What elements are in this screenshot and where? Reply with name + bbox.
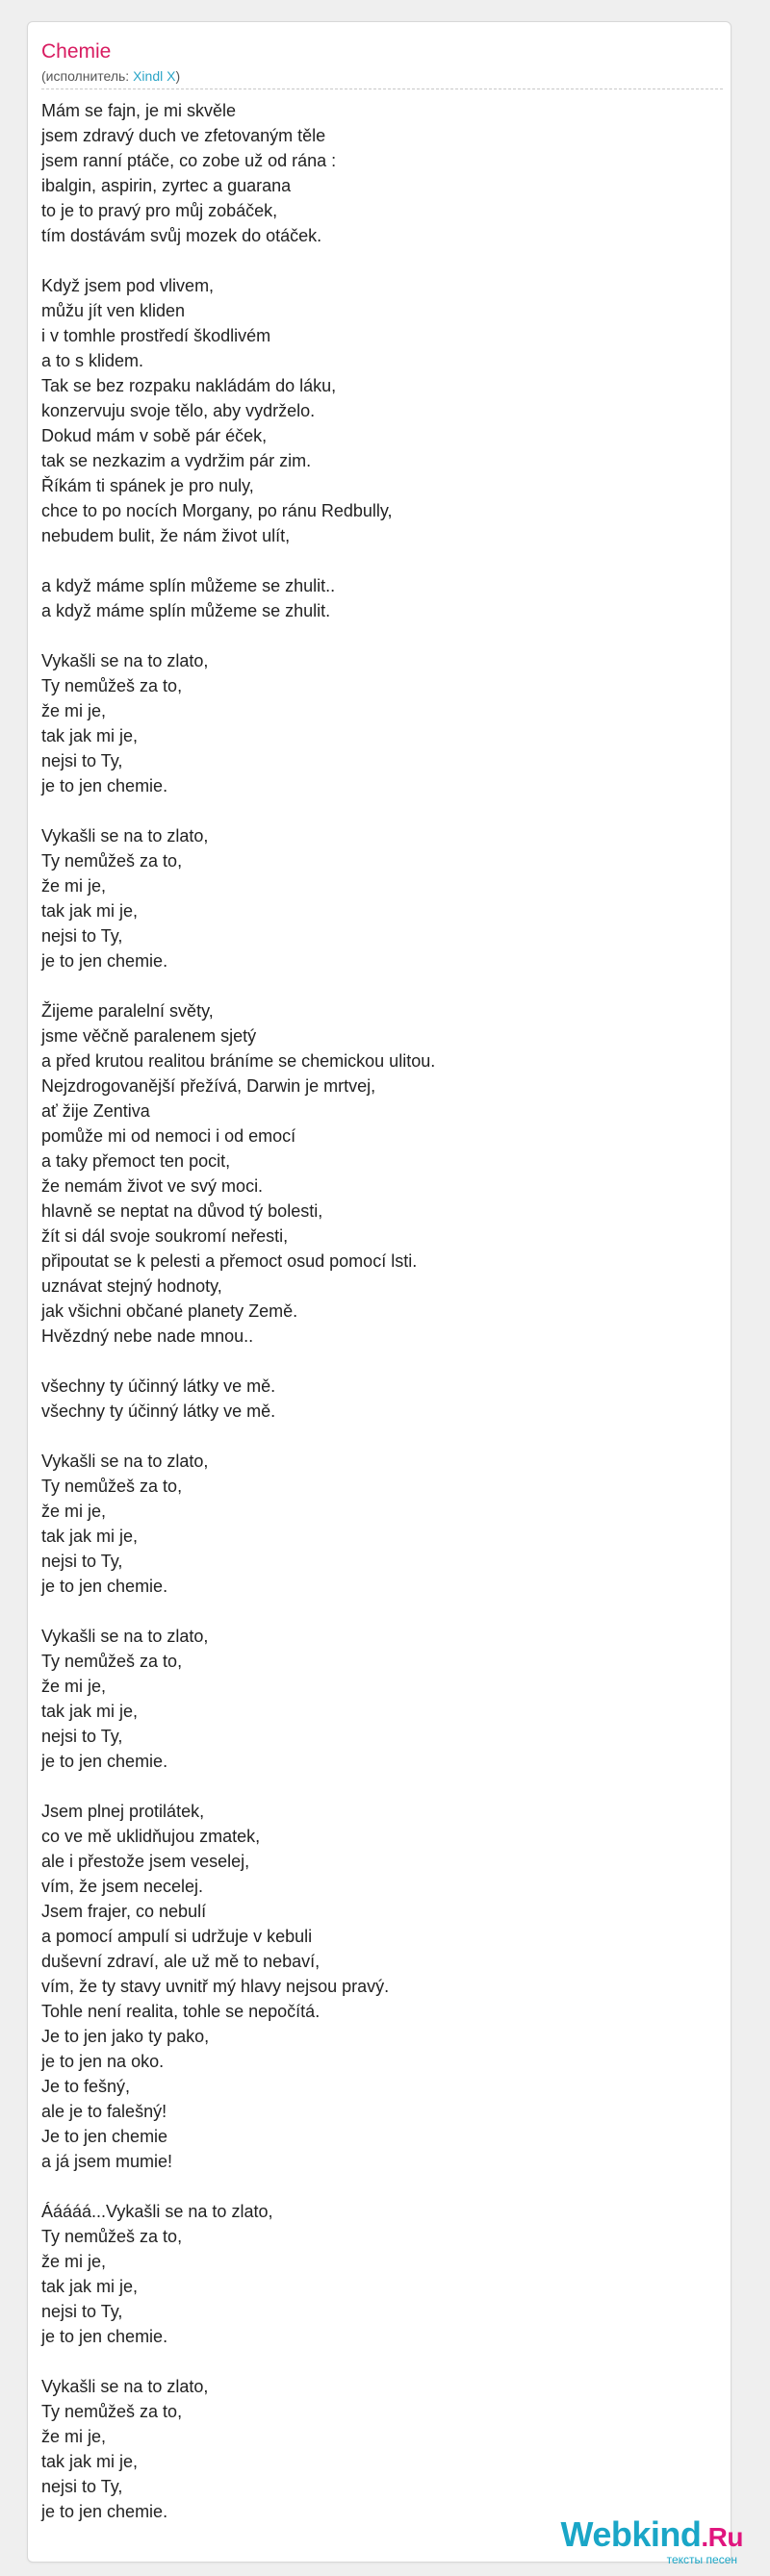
lyric-line: že mi je, (41, 1502, 107, 1521)
lyric-line: to je to pravý pro můj zobáček, (41, 201, 278, 220)
lyric-line: nejsi to Ty, (41, 926, 123, 946)
lyric-line: Když jsem pod vlivem, (41, 276, 215, 295)
lyric-line: ibalgin, aspirin, zyrtec a guarana (41, 176, 292, 195)
lyric-line: Vykašli se na to zlato, (41, 1627, 209, 1646)
title-divider (41, 88, 723, 89)
lyric-line: ale je to falešný! (41, 2102, 167, 2121)
lyric-line: Ááááá...Vykašli se na to zlato, (41, 2202, 273, 2221)
lyrics-text (41, 98, 715, 2549)
lyric-line: Dokud mám v sobě pár éček, (41, 426, 268, 445)
lyric-line: konzervuju svoje tělo, aby vydrželo. (41, 401, 316, 420)
lyric-line: Hvězdný nebe nade mnou.. (41, 1326, 254, 1346)
lyric-line: nebudem bulit, že nám život ulít, (41, 526, 291, 545)
lyric-line: Ty nemůžeš za to, (41, 1652, 183, 1671)
lyric-line: tak jak mi je, (41, 2452, 139, 2471)
verse (41, 998, 715, 1349)
lyric-line: Nejzdrogovanější přežívá, Darwin je mrtvej, (41, 1076, 376, 1096)
lyric-line: že mi je, (41, 876, 107, 896)
lyric-line: nejsi to Ty, (41, 751, 123, 770)
logo-tagline: тексты песен (666, 2553, 737, 2566)
lyrics-card (27, 21, 732, 2563)
lyric-line: že mi je, (41, 2252, 107, 2271)
lyric-line: všechny ty účinný látky ve mě. (41, 1376, 276, 1396)
verse (41, 573, 715, 623)
lyric-line: Ty nemůžeš za to, (41, 1477, 183, 1496)
lyric-line: hlavně se neptat na důvod tý bolesti, (41, 1201, 323, 1221)
lyric-line: vím, že jsem necelej. (41, 1877, 204, 1896)
lyric-line: je to jen chemie. (41, 1577, 168, 1596)
lyric-line: a když máme splín můžeme se zhulit. (41, 601, 331, 620)
lyric-line: uznávat stejný hodnoty, (41, 1276, 222, 1296)
lyric-line: žít si dál svoje soukromí neřesti, (41, 1226, 289, 1246)
lyric-line: a taky přemoct ten pocit, (41, 1151, 231, 1171)
lyric-line: připoutat se k pelesti a přemoct osud pomocí lsti. (41, 1251, 418, 1271)
lyric-line: tak jak mi je, (41, 1527, 139, 1546)
lyric-line: můžu jít ven kliden (41, 301, 186, 320)
site-logo[interactable] (560, 2514, 743, 2566)
artist-suffix: ) (175, 68, 181, 84)
lyric-line: jsem ranní ptáče, co zobe už od rána : (41, 151, 337, 170)
lyric-line: Ty nemůžeš za to, (41, 2227, 183, 2246)
lyric-line: nejsi to Ty, (41, 1552, 123, 1571)
lyric-line: Je to fešný, (41, 2077, 131, 2096)
lyric-line: i v tomhle prostředí škodlivém (41, 326, 271, 345)
lyric-line: tak se nezkazim a vydržim pár zim. (41, 451, 312, 470)
lyric-line: pomůže mi od nemoci i od emocí (41, 1126, 296, 1146)
lyric-line: všechny ty účinný látky ve mě. (41, 1402, 276, 1421)
lyric-line: je to jen chemie. (41, 1752, 168, 1771)
lyric-line: Žijeme paralelní světy, (41, 1001, 214, 1021)
verse (41, 273, 715, 548)
lyric-line: jsem zdravý duch ve zfetovaným těle (41, 126, 326, 145)
lyric-line: je to jen chemie. (41, 2502, 168, 2521)
artist-link[interactable]: Xindl X (133, 68, 176, 84)
lyric-line: Vykašli se na to zlato, (41, 826, 209, 846)
lyric-line: Mám se fajn, je mi skvěle (41, 101, 237, 120)
lyric-line: Říkám ti spánek je pro nuly, (41, 476, 254, 495)
logo-brand: Webkind (560, 2514, 702, 2554)
lyric-line: že nemám život ve svý moci. (41, 1176, 264, 1196)
artist-line (41, 68, 180, 84)
lyric-line: nejsi to Ty, (41, 2477, 123, 2496)
verse (41, 648, 715, 798)
lyric-line: tak jak mi je, (41, 2277, 139, 2296)
lyric-line: tak jak mi je, (41, 1702, 139, 1721)
lyric-line: Vykašli se na to zlato, (41, 1452, 209, 1471)
lyric-line: nejsi to Ty, (41, 2302, 123, 2321)
lyric-line: chce to po nocích Morgany, po ránu Redbully, (41, 501, 393, 520)
verse (41, 1374, 715, 1424)
lyric-line: co ve mě uklidňujou zmatek, (41, 1827, 261, 1846)
lyric-line: Vykašli se na to zlato, (41, 2377, 209, 2396)
lyric-line: nejsi to Ty, (41, 1727, 123, 1746)
lyric-line: a pomocí ampulí si udržuje v kebuli (41, 1927, 313, 1946)
lyric-line: Ty nemůžeš za to, (41, 2402, 183, 2421)
lyric-line: tak jak mi je, (41, 901, 139, 921)
lyric-line: tak jak mi je, (41, 726, 139, 745)
lyric-line: že mi je, (41, 1677, 107, 1696)
lyric-line: jsme věčně paralenem sjetý (41, 1026, 257, 1046)
lyric-line: Je to jen chemie (41, 2127, 168, 2146)
lyric-line: je to jen na oko. (41, 2052, 165, 2071)
lyric-line: je to jen chemie. (41, 2327, 168, 2346)
lyric-line: Ty nemůžeš za to, (41, 851, 183, 871)
song-title: Chemie (41, 40, 112, 63)
lyric-line: že mi je, (41, 2427, 107, 2446)
lyric-line: Ty nemůžeš za to, (41, 676, 183, 695)
artist-prefix: (исполнитель: (41, 68, 134, 84)
lyric-line: Je to jen jako ty pako, (41, 2027, 210, 2046)
lyric-line: ať žije Zentiva (41, 1101, 150, 1121)
logo-wordmark (560, 2514, 743, 2555)
lyric-line: ale i přestože jsem veselej, (41, 1852, 250, 1871)
lyric-line: a před krutou realitou bráníme se chemickou ulitou. (41, 1051, 436, 1071)
lyric-line: jak všichni občané planety Země. (41, 1301, 298, 1321)
lyric-line: je to jen chemie. (41, 776, 168, 796)
lyric-line: je to jen chemie. (41, 951, 168, 971)
lyric-line: Tak se bez rozpaku nakládám do láku, (41, 376, 337, 395)
lyric-line: Jsem frajer, co nebulí (41, 1902, 207, 1921)
verse (41, 1449, 715, 1599)
lyric-line: a to s klidem. (41, 351, 144, 370)
lyric-line: tím dostávám svůj mozek do otáček. (41, 226, 322, 245)
lyric-line: a já jsem mumie! (41, 2152, 173, 2171)
lyric-line: že mi je, (41, 701, 107, 720)
lyric-line: vím, že ty stavy uvnitř mý hlavy nejsou pravý. (41, 1977, 390, 1996)
lyric-line: Jsem plnej protilátek, (41, 1802, 205, 1821)
verse (41, 1624, 715, 1774)
lyric-line: Vykašli se na to zlato, (41, 651, 209, 670)
lyric-line: duševní zdraví, ale už mě to nebaví, (41, 1952, 321, 1971)
verse (41, 98, 715, 248)
lyric-line: a když máme splín můžeme se zhulit.. (41, 576, 336, 595)
lyric-line: Tohle není realita, tohle se nepočítá. (41, 2002, 321, 2021)
logo-tld: .Ru (701, 2522, 743, 2552)
verse (41, 2374, 715, 2524)
verse (41, 823, 715, 973)
verse (41, 1799, 715, 2174)
verse (41, 2199, 715, 2349)
